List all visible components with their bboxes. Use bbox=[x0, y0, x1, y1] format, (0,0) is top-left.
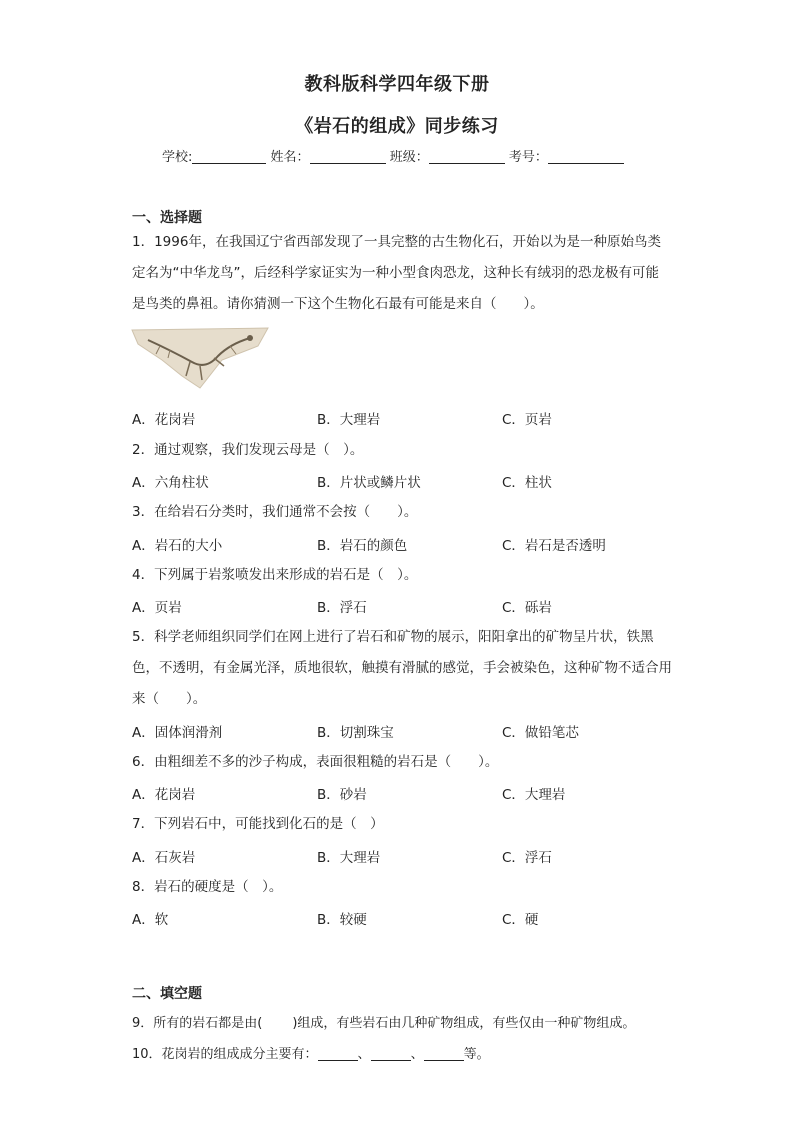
student-info-line bbox=[162, 146, 624, 165]
q10-separator-2: 、 bbox=[410, 1047, 424, 1062]
question-1: 1．1996年，在我国辽宁省西部发现了一具完整的古生物化石，开始以为是一种原始鸟类定名为“中华龙鸟”，后经科学家证实为一种小型食肉恐龙，这种长有绒羽的恐龙极有可能是鸟类的鼻祖。请你猜测一下这个生物化石最有可能是来自（ ）。 bbox=[132, 234, 661, 312]
q3-option-a[interactable]: A．岩石的大小 bbox=[132, 538, 223, 554]
q10-separator-1: 、 bbox=[357, 1047, 371, 1062]
number-label: 考号： bbox=[508, 150, 548, 165]
q7-option-c[interactable]: C．浮石 bbox=[502, 850, 552, 866]
q2-option-b[interactable]: B．片状或鳞片状 bbox=[317, 475, 421, 491]
question-7-options bbox=[132, 846, 672, 870]
q6-option-a[interactable]: A．花岗岩 bbox=[132, 787, 196, 803]
q7-option-a[interactable]: A．石灰岩 bbox=[132, 850, 196, 866]
name-blank[interactable] bbox=[310, 149, 386, 164]
question-9 bbox=[132, 1008, 692, 1039]
q8-option-a[interactable]: A．软 bbox=[132, 912, 169, 928]
question-1-options bbox=[132, 408, 672, 432]
page-title: 教科版科学四年级下册 bbox=[304, 74, 490, 95]
page-subtitle: 《岩石的组成》同步练习 bbox=[295, 116, 499, 137]
q10-blank-3[interactable] bbox=[424, 1046, 464, 1061]
q4-option-a[interactable]: A．页岩 bbox=[132, 600, 182, 616]
q9-text-start: 9．所有的岩石都是由( bbox=[132, 1016, 263, 1031]
question-4-options bbox=[132, 596, 672, 620]
question-10 bbox=[132, 1039, 672, 1070]
q1-option-b[interactable]: B．大理岩 bbox=[317, 412, 381, 428]
question-8: 8．岩石的硬度是（ ）。 bbox=[132, 879, 283, 895]
q10-text-start: 10．花岗岩的组成成分主要有： bbox=[132, 1047, 318, 1062]
q3-option-c[interactable]: C．岩石是否透明 bbox=[502, 538, 606, 554]
q5-option-b[interactable]: B．切割珠宝 bbox=[317, 725, 394, 741]
number-blank[interactable] bbox=[548, 149, 624, 164]
q2-option-a[interactable]: A．六角柱状 bbox=[132, 475, 209, 491]
name-label: 姓名： bbox=[270, 150, 310, 165]
q10-text-end: 等。 bbox=[463, 1047, 490, 1062]
q3-option-b[interactable]: B．岩石的颜色 bbox=[317, 538, 408, 554]
q6-option-b[interactable]: B．砂岩 bbox=[317, 787, 367, 803]
class-blank[interactable] bbox=[429, 149, 505, 164]
question-3-options bbox=[132, 534, 672, 558]
q1-option-a[interactable]: A．花岗岩 bbox=[132, 412, 196, 428]
school-blank[interactable] bbox=[192, 149, 266, 164]
fossil-image bbox=[130, 326, 270, 392]
q8-option-b[interactable]: B．较硬 bbox=[317, 912, 367, 928]
question-6: 6．由粗细差不多的沙子构成，表面很粗糙的岩石是（ ）。 bbox=[132, 754, 499, 770]
question-8-options bbox=[132, 908, 672, 932]
q7-option-b[interactable]: B．大理岩 bbox=[317, 850, 381, 866]
q5-option-c[interactable]: C．做铅笔芯 bbox=[502, 725, 579, 741]
q5-option-a[interactable]: A．固体润滑剂 bbox=[132, 725, 223, 741]
q4-option-c[interactable]: C．砾岩 bbox=[502, 600, 552, 616]
question-2-options bbox=[132, 471, 672, 495]
question-3: 3．在给岩石分类时，我们通常不会按（ ）。 bbox=[132, 504, 418, 520]
q6-option-c[interactable]: C．大理岩 bbox=[502, 787, 566, 803]
q8-option-c[interactable]: C．硬 bbox=[502, 912, 539, 928]
section-fill-title: 二、填空题 bbox=[132, 986, 202, 1002]
school-label: 学校: bbox=[162, 150, 193, 165]
question-4: 4．下列属于岩浆喷发出来形成的岩石是（ ）。 bbox=[132, 567, 418, 583]
class-label: 班级： bbox=[389, 150, 429, 165]
section-choice-title: 一、选择题 bbox=[132, 210, 202, 226]
q2-option-c[interactable]: C．柱状 bbox=[502, 475, 552, 491]
question-5-options bbox=[132, 721, 672, 745]
q10-blank-1[interactable] bbox=[318, 1046, 358, 1061]
q10-blank-2[interactable] bbox=[371, 1046, 411, 1061]
question-5: 5．科学老师组织同学们在网上进行了岩石和矿物的展示，阳阳拿出的矿物呈片状，铁黑色，不透明，有金属光泽，质地很软，触摸有滑腻的感觉，手会被染色，这种矿物不适合用来（ ）。 bbox=[132, 629, 672, 707]
question-2: 2．通过观察，我们发现云母是（ ）。 bbox=[132, 442, 364, 458]
q9-text-end: )组成，有些岩石由几种矿物组成，有些仅由一种矿物组成。 bbox=[292, 1016, 636, 1031]
question-6-options bbox=[132, 783, 672, 807]
question-7: 7．下列岩石中，可能找到化石的是（ ） bbox=[132, 816, 384, 832]
q1-option-c[interactable]: C．页岩 bbox=[502, 412, 552, 428]
q4-option-b[interactable]: B．浮石 bbox=[317, 600, 367, 616]
